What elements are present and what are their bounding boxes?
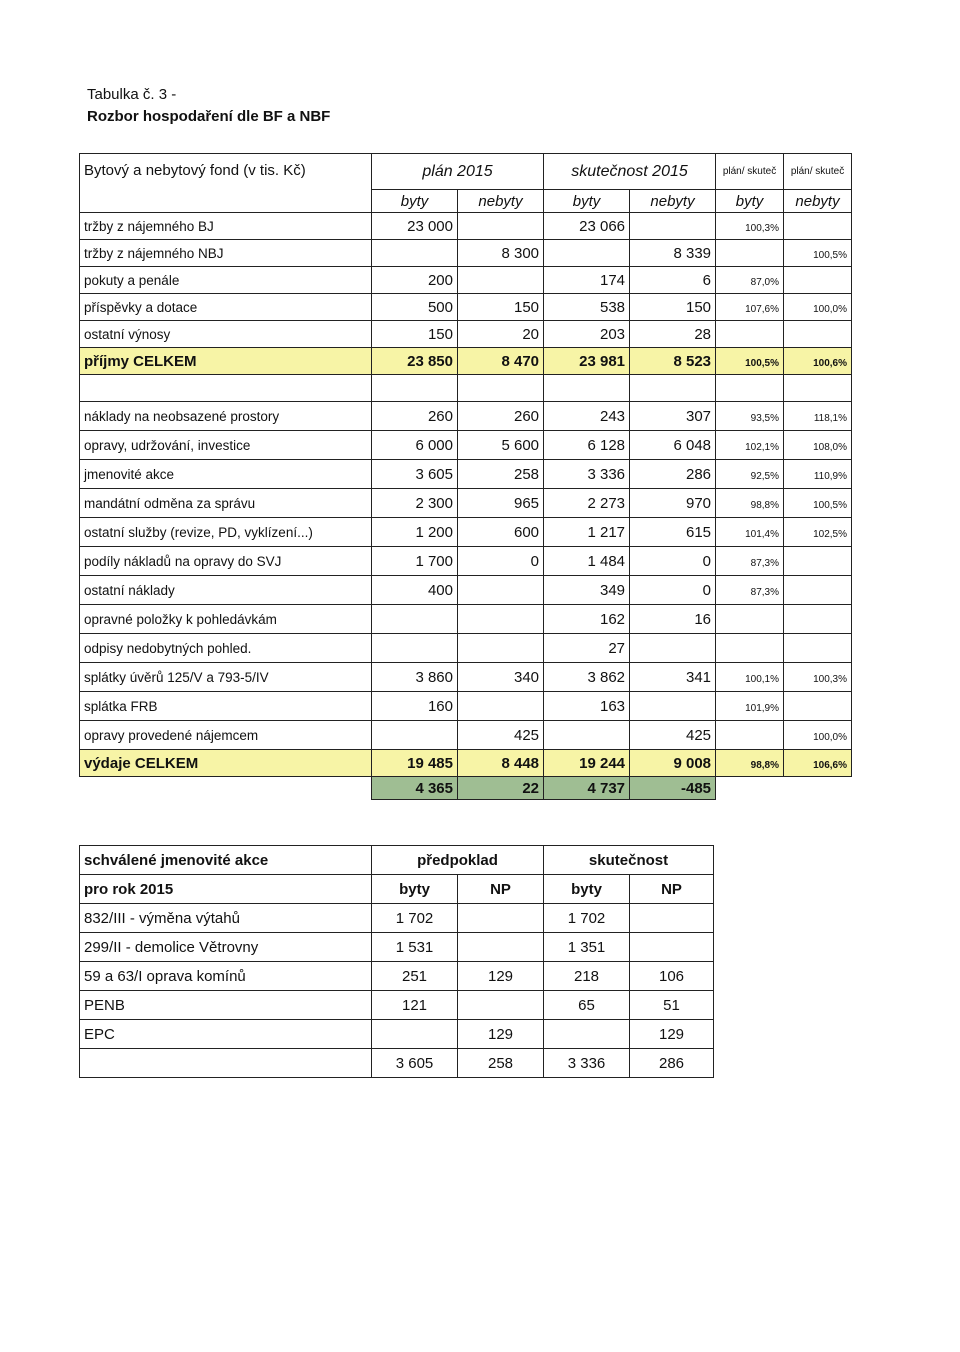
table-row: [80, 1020, 714, 1049]
spacer-row: [80, 375, 852, 402]
subheader-byty: byty: [716, 190, 784, 213]
cell-actual-byty: [544, 240, 630, 267]
cell-ratio-nebyty: [784, 634, 852, 663]
cell-actual-byty: 65: [544, 991, 630, 1020]
cell-actual-np: 129: [630, 1020, 714, 1049]
caption-line-2: Rozbor hospodaření dle BF a NBF: [87, 108, 331, 125]
cell-ratio-byty: 98,8%: [716, 750, 784, 777]
cell-balance-plan-nebyty: 22: [458, 777, 544, 800]
row-label: pokuty a penále: [80, 267, 372, 294]
cell-plan-byty: 121: [372, 991, 458, 1020]
actions-total-row: [80, 1049, 714, 1078]
cell-plan-nebyty: 20: [458, 321, 544, 348]
table-row: [80, 402, 852, 431]
row-label: ostatní náklady: [80, 576, 372, 605]
cell-plan-byty: 400: [372, 576, 458, 605]
table-row: [80, 933, 714, 962]
row-label: výdaje CELKEM: [80, 750, 372, 777]
cell-actual-nebyty: 615: [630, 518, 716, 547]
cell-actual-nebyty: 286: [630, 460, 716, 489]
cell-actual-byty: 538: [544, 294, 630, 321]
row-label: opravy, udržování, investice: [80, 431, 372, 460]
cell-balance-actual-nebyty: -485: [630, 777, 716, 800]
cell-ratio-nebyty: [784, 605, 852, 634]
cell-actual-byty: 1 351: [544, 933, 630, 962]
cell-actual-nebyty: 425: [630, 721, 716, 750]
cell-ratio-nebyty: 100,3%: [784, 663, 852, 692]
cell-actual-byty: 243: [544, 402, 630, 431]
cell-actual-nebyty: 8 339: [630, 240, 716, 267]
cell-ratio-nebyty: 100,5%: [784, 489, 852, 518]
cell-actual-nebyty: [630, 213, 716, 240]
header-ratio-nebyty: plán/ skuteč: [784, 154, 852, 190]
cell-plan-byty: [372, 1020, 458, 1049]
cell-ratio-byty: 92,5%: [716, 460, 784, 489]
cell-ratio-nebyty: [784, 576, 852, 605]
cell-plan-nebyty: 8 470: [458, 348, 544, 375]
cell-plan-np: [458, 991, 544, 1020]
row-label: splátky úvěrů 125/V a 793-5/IV: [80, 663, 372, 692]
cell-plan-nebyty: [458, 576, 544, 605]
table-row: [80, 518, 852, 547]
cell-ratio-byty: 100,5%: [716, 348, 784, 375]
cell-plan-byty: [372, 634, 458, 663]
cell-plan-np: [458, 933, 544, 962]
table-row: [80, 991, 714, 1020]
cell-ratio-nebyty: 108,0%: [784, 431, 852, 460]
cell-plan-np: [458, 904, 544, 933]
table-row: [80, 962, 714, 991]
caption: [87, 84, 330, 128]
cell-plan-byty: [372, 721, 458, 750]
cell-ratio-nebyty: 106,6%: [784, 750, 852, 777]
cell-plan-np: 258: [458, 1049, 544, 1078]
table-row: [80, 489, 852, 518]
row-label: opravné položky k pohledávkám: [80, 605, 372, 634]
cell-plan-byty: [372, 605, 458, 634]
cell-actual-nebyty: 6 048: [630, 431, 716, 460]
actions-title-1: schválené jmenovité akce: [80, 846, 372, 875]
cell-plan-nebyty: 260: [458, 402, 544, 431]
cell-ratio-nebyty: [784, 692, 852, 721]
cell-plan-byty: 1 702: [372, 904, 458, 933]
cell-plan-byty: 200: [372, 267, 458, 294]
cell-plan-byty: 2 300: [372, 489, 458, 518]
cell-actual-byty: 3 336: [544, 460, 630, 489]
cell-plan-nebyty: 600: [458, 518, 544, 547]
cell-ratio-byty: 98,8%: [716, 489, 784, 518]
subheader-byty: byty: [544, 190, 630, 213]
cell-ratio-nebyty: [784, 321, 852, 348]
cell-plan-nebyty: 8 448: [458, 750, 544, 777]
budget-table: [79, 153, 852, 800]
cell-plan-nebyty: 258: [458, 460, 544, 489]
cell-balance-plan-byty: 4 365: [372, 777, 458, 800]
cell-actual-byty: 1 217: [544, 518, 630, 547]
row-label: 832/III - výměna výtahů: [80, 904, 372, 933]
row-label: opravy provedené nájemcem: [80, 721, 372, 750]
subheader-byty: byty: [372, 190, 458, 213]
actions-table: [79, 845, 714, 1078]
cell-ratio-byty: 87,0%: [716, 267, 784, 294]
cell-plan-nebyty: 5 600: [458, 431, 544, 460]
cell-ratio-byty: 101,9%: [716, 692, 784, 721]
table-row: [80, 605, 852, 634]
row-label: mandátní odměna za správu: [80, 489, 372, 518]
actions-subheader-byty: byty: [544, 875, 630, 904]
cell-actual-byty: [544, 721, 630, 750]
cell-plan-nebyty: [458, 692, 544, 721]
row-label: příspěvky a dotace: [80, 294, 372, 321]
table-row: [80, 460, 852, 489]
cell-ratio-nebyty: 100,0%: [784, 721, 852, 750]
cell-ratio-byty: 101,4%: [716, 518, 784, 547]
cell-actual-byty: 2 273: [544, 489, 630, 518]
cell-plan-byty: 3 605: [372, 460, 458, 489]
cell-actual-byty: 3 862: [544, 663, 630, 692]
cell-plan-nebyty: 150: [458, 294, 544, 321]
cell-actual-byty: 203: [544, 321, 630, 348]
cell-plan-byty: 160: [372, 692, 458, 721]
cell-ratio-byty: 102,1%: [716, 431, 784, 460]
cell-plan-byty: 23 850: [372, 348, 458, 375]
row-label: ostatní výnosy: [80, 321, 372, 348]
cell-plan-np: 129: [458, 1020, 544, 1049]
cell-actual-nebyty: 970: [630, 489, 716, 518]
expense-total-row: [80, 750, 852, 777]
cell-ratio-byty: [716, 721, 784, 750]
cell-ratio-byty: [716, 240, 784, 267]
cell-balance-actual-byty: 4 737: [544, 777, 630, 800]
cell-actual-byty: 6 128: [544, 431, 630, 460]
cell-actual-nebyty: 150: [630, 294, 716, 321]
row-label: odpisy nedobytných pohled.: [80, 634, 372, 663]
cell-plan-byty: 1 531: [372, 933, 458, 962]
header-plan: plán 2015: [372, 154, 544, 190]
table-row: [80, 634, 852, 663]
cell-ratio-nebyty: 118,1%: [784, 402, 852, 431]
actions-head-actual: skutečnost: [544, 846, 714, 875]
row-label: ostatní služby (revize, PD, vyklízení...): [80, 518, 372, 547]
cell-ratio-byty: [716, 605, 784, 634]
subheader-nebyty: nebyty: [784, 190, 852, 213]
cell-actual-byty: 3 336: [544, 1049, 630, 1078]
cell-actual-nebyty: [630, 692, 716, 721]
table-row: [80, 213, 852, 240]
cell-actual-byty: 163: [544, 692, 630, 721]
cell-actual-byty: 174: [544, 267, 630, 294]
cell-actual-nebyty: 28: [630, 321, 716, 348]
cell-actual-nebyty: 0: [630, 576, 716, 605]
cell-actual-np: 51: [630, 991, 714, 1020]
row-label: 59 a 63/I oprava komínů: [80, 962, 372, 991]
cell-ratio-byty: 107,6%: [716, 294, 784, 321]
actions-title-2: pro rok 2015: [80, 875, 372, 904]
cell-plan-byty: 1 200: [372, 518, 458, 547]
caption-line-1: Tabulka č. 3 -: [87, 86, 177, 103]
actions-head-plan: předpoklad: [372, 846, 544, 875]
table-row: [80, 692, 852, 721]
cell-ratio-nebyty: [784, 213, 852, 240]
cell-actual-nebyty: 341: [630, 663, 716, 692]
row-label: podíly nákladů na opravy do SVJ: [80, 547, 372, 576]
cell-plan-byty: 260: [372, 402, 458, 431]
table-row: [80, 240, 852, 267]
actions-subheader-byty: byty: [372, 875, 458, 904]
cell-plan-byty: 3 605: [372, 1049, 458, 1078]
cell-plan-nebyty: [458, 634, 544, 663]
cell-actual-np: 286: [630, 1049, 714, 1078]
cell-ratio-nebyty: [784, 547, 852, 576]
subheader-nebyty: nebyty: [630, 190, 716, 213]
cell-actual-byty: [544, 1020, 630, 1049]
row-label: [80, 1049, 372, 1078]
cell-ratio-byty: [716, 634, 784, 663]
header-ratio-byty: plán/ skuteč: [716, 154, 784, 190]
cell-plan-nebyty: [458, 213, 544, 240]
cell-plan-byty: 1 700: [372, 547, 458, 576]
row-label: tržby z nájemného NBJ: [80, 240, 372, 267]
cell-plan-nebyty: 0: [458, 547, 544, 576]
cell-plan-byty: 500: [372, 294, 458, 321]
cell-ratio-nebyty: 102,5%: [784, 518, 852, 547]
subheader-nebyty: nebyty: [458, 190, 544, 213]
header-actual: skutečnost 2015: [544, 154, 716, 190]
actions-subheader-np: NP: [630, 875, 714, 904]
cell-actual-byty: 27: [544, 634, 630, 663]
table-title: Bytový a nebytový fond (v tis. Kč): [80, 154, 372, 213]
cell-ratio-byty: 93,5%: [716, 402, 784, 431]
cell-ratio-byty: 87,3%: [716, 576, 784, 605]
row-label: příjmy CELKEM: [80, 348, 372, 375]
row-label: náklady na neobsazené prostory: [80, 402, 372, 431]
cell-actual-np: [630, 904, 714, 933]
cell-plan-nebyty: 340: [458, 663, 544, 692]
table-row: [80, 721, 852, 750]
row-label: splátka FRB: [80, 692, 372, 721]
cell-ratio-byty: 100,3%: [716, 213, 784, 240]
cell-actual-nebyty: 0: [630, 547, 716, 576]
row-label: 299/II - demolice Větrovny: [80, 933, 372, 962]
table-row: [80, 547, 852, 576]
cell-plan-byty: [372, 240, 458, 267]
cell-ratio-nebyty: 100,6%: [784, 348, 852, 375]
cell-ratio-nebyty: 110,9%: [784, 460, 852, 489]
cell-plan-nebyty: 8 300: [458, 240, 544, 267]
cell-plan-nebyty: [458, 605, 544, 634]
cell-actual-byty: 23 981: [544, 348, 630, 375]
table-row: [80, 294, 852, 321]
cell-plan-nebyty: 425: [458, 721, 544, 750]
cell-actual-byty: 1 702: [544, 904, 630, 933]
cell-actual-byty: 162: [544, 605, 630, 634]
row-label: EPC: [80, 1020, 372, 1049]
table-row: [80, 576, 852, 605]
table-row: [80, 321, 852, 348]
cell-actual-nebyty: 9 008: [630, 750, 716, 777]
cell-actual-np: 106: [630, 962, 714, 991]
cell-ratio-byty: 100,1%: [716, 663, 784, 692]
cell-ratio-byty: [716, 321, 784, 348]
balance-row: [80, 777, 852, 800]
table-row: [80, 431, 852, 460]
cell-actual-byty: 19 244: [544, 750, 630, 777]
cell-plan-byty: 19 485: [372, 750, 458, 777]
cell-actual-byty: 218: [544, 962, 630, 991]
cell-actual-nebyty: 8 523: [630, 348, 716, 375]
cell-actual-nebyty: 6: [630, 267, 716, 294]
cell-ratio-byty: 87,3%: [716, 547, 784, 576]
cell-plan-byty: 6 000: [372, 431, 458, 460]
table-row: [80, 267, 852, 294]
cell-actual-byty: 1 484: [544, 547, 630, 576]
cell-actual-nebyty: 16: [630, 605, 716, 634]
cell-actual-nebyty: 307: [630, 402, 716, 431]
cell-plan-byty: 251: [372, 962, 458, 991]
cell-actual-nebyty: [630, 634, 716, 663]
cell-plan-byty: 23 000: [372, 213, 458, 240]
actions-subheader-np: NP: [458, 875, 544, 904]
cell-plan-nebyty: [458, 267, 544, 294]
cell-plan-byty: 150: [372, 321, 458, 348]
cell-ratio-nebyty: 100,5%: [784, 240, 852, 267]
cell-plan-byty: 3 860: [372, 663, 458, 692]
cell-plan-nebyty: 965: [458, 489, 544, 518]
row-label: PENB: [80, 991, 372, 1020]
table-row: [80, 663, 852, 692]
income-total-row: [80, 348, 852, 375]
cell-actual-byty: 349: [544, 576, 630, 605]
row-label: tržby z nájemného BJ: [80, 213, 372, 240]
row-label: jmenovité akce: [80, 460, 372, 489]
table-row: [80, 904, 714, 933]
cell-actual-byty: 23 066: [544, 213, 630, 240]
cell-actual-np: [630, 933, 714, 962]
cell-plan-np: 129: [458, 962, 544, 991]
cell-ratio-nebyty: [784, 267, 852, 294]
cell-ratio-nebyty: 100,0%: [784, 294, 852, 321]
